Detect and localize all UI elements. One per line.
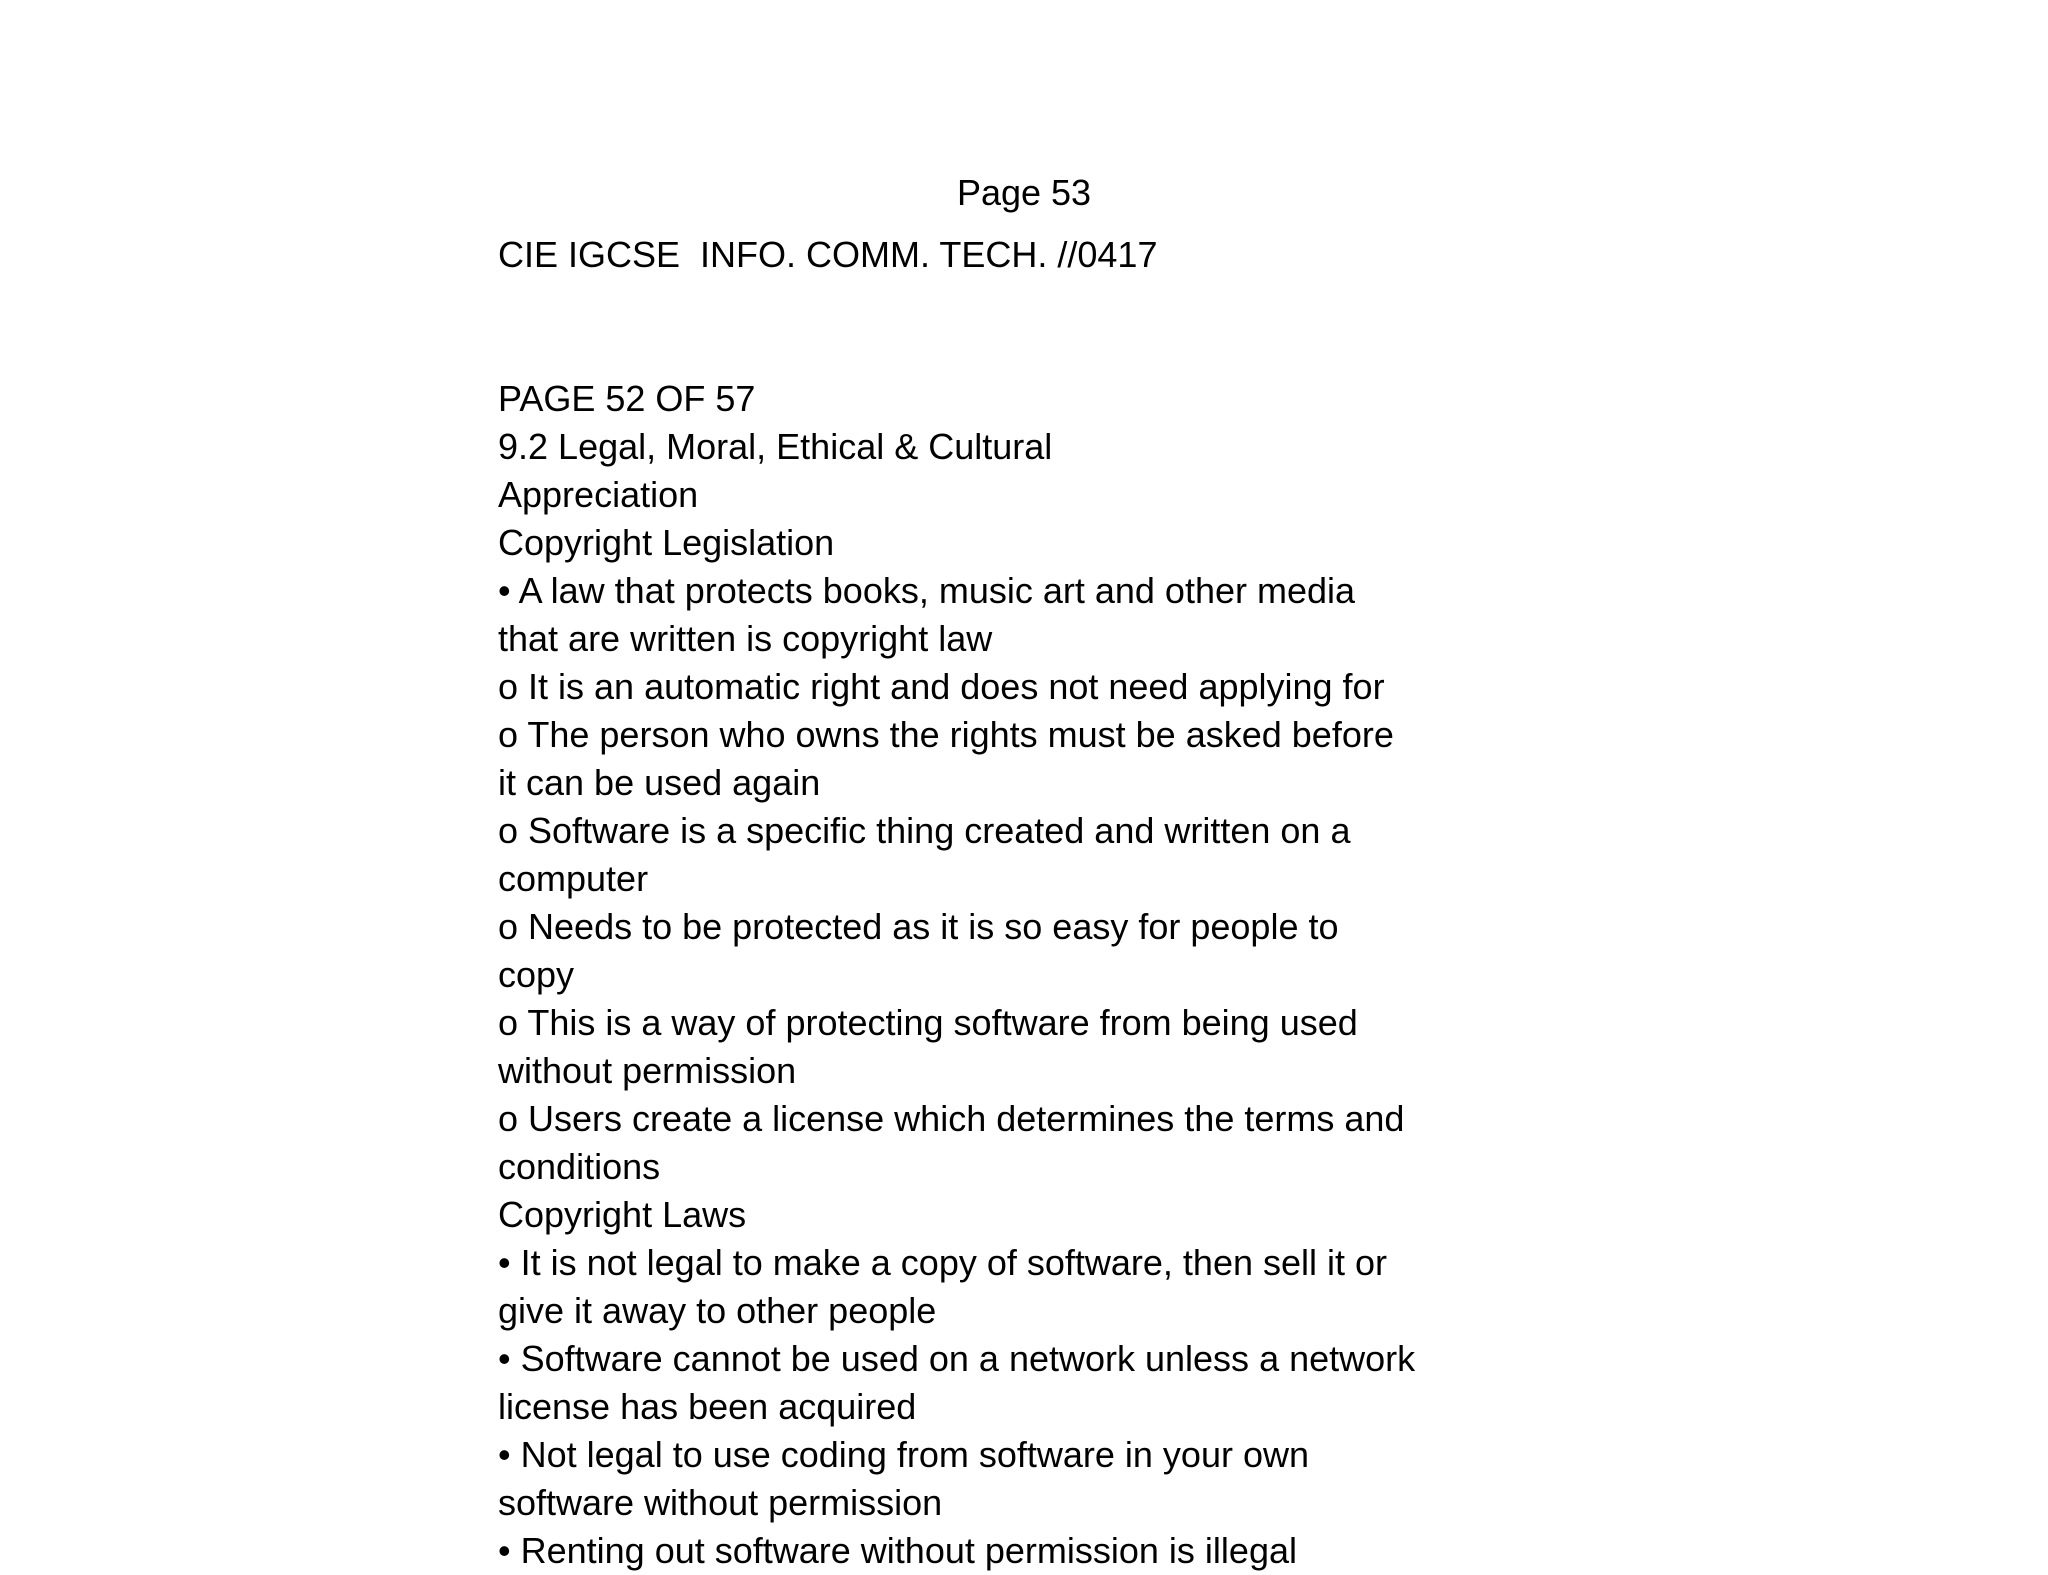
text-line: it can be used again — [498, 762, 821, 803]
text-line: o The person who owns the rights must be asked before — [498, 714, 1394, 755]
text-line: o Users create a license which determines the terms and — [498, 1098, 1405, 1139]
text-line: without permission — [498, 1050, 797, 1091]
subheading-copyright-laws: Copyright Laws — [498, 1194, 747, 1235]
text-line: license has been acquired — [498, 1386, 917, 1427]
text-line: that are written is copyright law — [498, 618, 993, 659]
text-line: • It is not legal to make a copy of software, then sell it or — [498, 1242, 1388, 1283]
text-line: • Software cannot be used on a network unless a network — [498, 1338, 1416, 1379]
text-line: o It is an automatic right and does not need applying for — [498, 666, 1385, 707]
text-line: copy — [498, 954, 575, 995]
text-line: software without permission — [498, 1482, 943, 1523]
text-line: • Not legal to use coding from software in your own — [498, 1434, 1310, 1475]
text-line: o Needs to be protected as it is so easy for people to — [498, 906, 1339, 947]
text-line: o This is a way of protecting software from being used — [498, 1002, 1358, 1043]
text-line: o Software is a specific thing created and written on a — [498, 810, 1351, 851]
text-line: • A law that protects books, music art and other media — [498, 570, 1356, 611]
document-header: CIE IGCSE INFO. COMM. TECH. //0417 — [498, 234, 1158, 275]
text-line-cut-off: • Renting out software without permission is illegal — [498, 1530, 1297, 1571]
page-number: Page 53 — [956, 172, 1092, 213]
body-text — [498, 375, 1498, 1575]
text-line: give it away to other people — [498, 1290, 937, 1331]
section-heading-line-2: Appreciation — [498, 474, 699, 515]
text-line: computer — [498, 858, 649, 899]
section-heading-line-1: 9.2 Legal, Moral, Ethical & Cultural — [498, 426, 1053, 467]
page-count-line: PAGE 52 OF 57 — [498, 378, 756, 419]
text-line: conditions — [498, 1146, 661, 1187]
subheading-copyright-legislation: Copyright Legislation — [498, 522, 835, 563]
